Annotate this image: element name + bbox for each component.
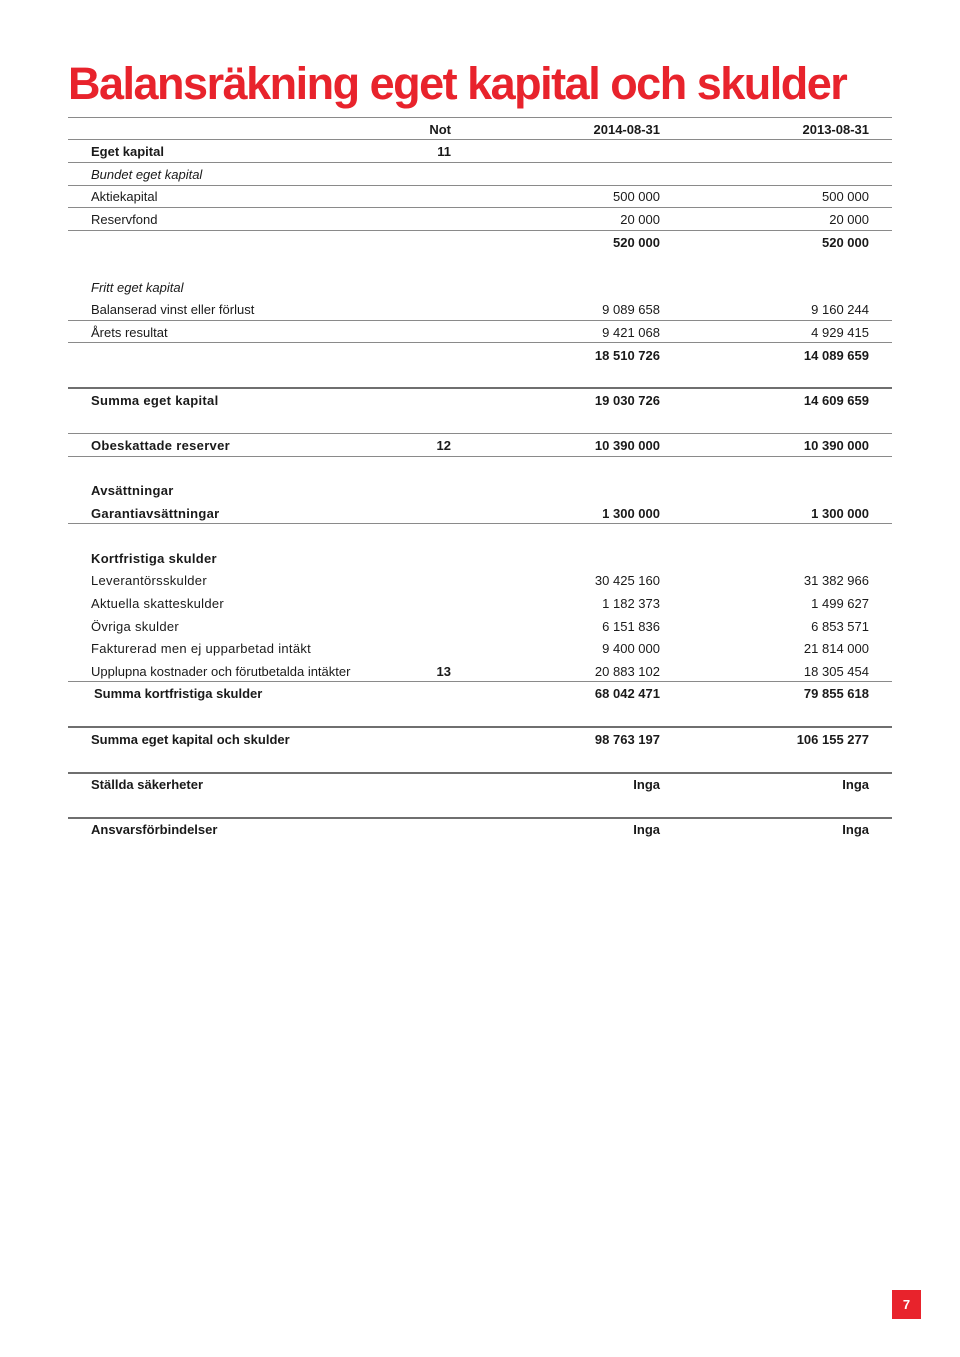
row-divider bbox=[68, 230, 892, 231]
value-2014: 500 000 bbox=[613, 189, 660, 204]
row-label: Kortfristiga skulder bbox=[91, 551, 217, 566]
page-title: Balansräkning eget kapital och skulder bbox=[68, 58, 847, 109]
value-2014: 68 042 471 bbox=[594, 686, 660, 701]
value-2014: 20 883 102 bbox=[594, 664, 660, 679]
value-2013: 106 155 277 bbox=[796, 732, 869, 747]
value-2014: 20 000 bbox=[620, 212, 660, 227]
row-label: Fritt eget kapital bbox=[91, 280, 184, 295]
row-label: Aktiekapital bbox=[91, 189, 158, 204]
header-divider bbox=[68, 139, 892, 140]
row-label: Ansvarsförbindelser bbox=[91, 822, 218, 837]
row-label: Övriga skulder bbox=[91, 619, 180, 634]
row-label: Eget kapital bbox=[91, 144, 164, 159]
value-2014: Inga bbox=[633, 777, 660, 792]
row-label: Aktuella skatteskulder bbox=[91, 596, 225, 611]
row-label: Summa kortfristiga skulder bbox=[94, 686, 263, 701]
table-top-rule bbox=[68, 117, 892, 118]
value-2013: 1 300 000 bbox=[811, 506, 869, 521]
value-2013: 18 305 454 bbox=[803, 664, 869, 679]
note-number: 12 bbox=[436, 438, 451, 453]
row-divider bbox=[68, 681, 892, 682]
section-divider bbox=[68, 433, 892, 434]
section-divider bbox=[68, 817, 892, 819]
value-2014: 6 151 836 bbox=[602, 619, 660, 634]
row-label: Ställda säkerheter bbox=[91, 777, 204, 792]
row-label: Balanserad vinst eller förlust bbox=[91, 302, 255, 317]
value-2014: 9 400 000 bbox=[602, 641, 660, 656]
row-divider bbox=[68, 342, 892, 343]
value-2013: 6 853 571 bbox=[811, 619, 869, 634]
value-2013: 31 382 966 bbox=[803, 573, 869, 588]
value-2013: 4 929 415 bbox=[811, 325, 869, 340]
value-2013: Inga bbox=[842, 822, 869, 837]
row-label: Avsättningar bbox=[91, 483, 174, 498]
row-divider bbox=[68, 523, 892, 524]
column-header-2014: 2014-08-31 bbox=[593, 122, 660, 137]
row-label: Summa eget kapital och skulder bbox=[91, 732, 290, 747]
row-label: Garantiavsättningar bbox=[91, 506, 220, 521]
column-header-2013: 2013-08-31 bbox=[802, 122, 869, 137]
value-2013: Inga bbox=[842, 777, 869, 792]
value-2014: 30 425 160 bbox=[594, 573, 660, 588]
value-2013: 14 609 659 bbox=[803, 393, 869, 408]
value-2013: 21 814 000 bbox=[803, 641, 869, 656]
value-2013: 79 855 618 bbox=[803, 686, 869, 701]
value-2014: 9 089 658 bbox=[602, 302, 660, 317]
value-2013: 20 000 bbox=[829, 212, 869, 227]
subtotal-2013: 14 089 659 bbox=[803, 348, 869, 363]
value-2013: 500 000 bbox=[822, 189, 869, 204]
subtotal-2013: 520 000 bbox=[822, 235, 869, 250]
value-2014: 10 390 000 bbox=[594, 438, 660, 453]
section-divider bbox=[68, 726, 892, 728]
row-label: Obeskattade reserver bbox=[91, 438, 230, 453]
row-divider bbox=[68, 162, 892, 163]
column-header-not: Not bbox=[429, 122, 451, 137]
row-divider bbox=[68, 320, 892, 321]
page-number: 7 bbox=[892, 1290, 921, 1319]
value-2014: 98 763 197 bbox=[594, 732, 660, 747]
note-number: 11 bbox=[437, 144, 451, 159]
row-label: Leverantörsskulder bbox=[91, 573, 207, 588]
row-label: Upplupna kostnader och förutbetalda intäkter bbox=[91, 664, 351, 679]
value-2014: 19 030 726 bbox=[594, 393, 660, 408]
subtotal-2014: 18 510 726 bbox=[594, 348, 660, 363]
subtotal-2014: 520 000 bbox=[613, 235, 660, 250]
row-label: Årets resultat bbox=[91, 325, 168, 340]
value-2014: 1 300 000 bbox=[602, 506, 660, 521]
row-divider bbox=[68, 207, 892, 208]
row-label: Summa eget kapital bbox=[91, 393, 219, 408]
value-2014: 1 182 373 bbox=[602, 596, 660, 611]
section-divider bbox=[68, 772, 892, 774]
row-label: Reservfond bbox=[91, 212, 158, 227]
row-label: Fakturerad men ej upparbetad intäkt bbox=[91, 641, 312, 656]
row-divider bbox=[68, 185, 892, 186]
value-2014: 9 421 068 bbox=[602, 325, 660, 340]
section-divider bbox=[68, 387, 892, 389]
value-2013: 9 160 244 bbox=[811, 302, 869, 317]
value-2014: Inga bbox=[633, 822, 660, 837]
row-divider bbox=[68, 456, 892, 457]
value-2013: 10 390 000 bbox=[803, 438, 869, 453]
row-label: Bundet eget kapital bbox=[91, 167, 203, 182]
note-number: 13 bbox=[436, 664, 451, 679]
value-2013: 1 499 627 bbox=[811, 596, 869, 611]
